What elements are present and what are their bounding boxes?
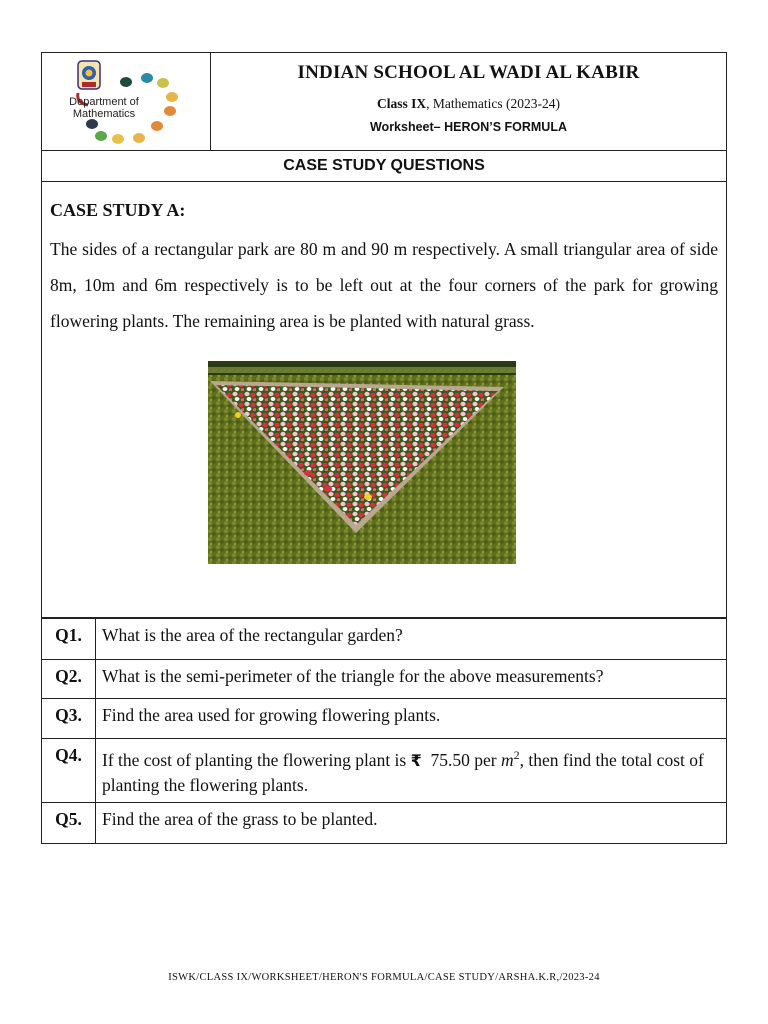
school-name: INDIAN SCHOOL AL WADI AL KABIR [297, 62, 640, 83]
q4-amount: 75.50 per [421, 749, 501, 770]
question-text [96, 739, 727, 803]
worksheet [41, 52, 727, 844]
question-number: Q4. [42, 739, 96, 803]
question-row [42, 619, 727, 660]
question-number: Q3. [42, 699, 96, 739]
q4-unit-exponent: 2 [513, 748, 520, 762]
header-table [41, 52, 727, 151]
question-row [42, 699, 727, 739]
rupee-symbol: ₹ [410, 750, 422, 770]
question-text: Find the area used for growing flowering plants. [96, 699, 727, 739]
logo-text-line2: Mathematics [72, 108, 136, 120]
question-text: What is the semi-perimeter of the triangle for the above measurements? [96, 660, 727, 699]
question-row [42, 803, 727, 844]
case-study-box [41, 182, 727, 618]
class-label: Class IX [377, 96, 427, 111]
case-study-text: The sides of a rectangular park are 80 m and 90 m respectively. A small triangular area of side 8m, 10m and 6m respectively is to be left out at the four corners of the park for growing flowering plants. The remaining area is be planted with natural grass. [50, 239, 718, 331]
department-logo [42, 53, 211, 150]
question-row [42, 739, 727, 803]
section-title: CASE STUDY QUESTIONS [41, 151, 727, 182]
worksheet-title: Worksheet– HERON’S FORMULA [369, 120, 567, 134]
q4-unit: m [500, 749, 514, 770]
question-row [42, 660, 727, 699]
class-subject [211, 96, 726, 112]
questions-table [41, 618, 727, 844]
question-number: Q1. [42, 619, 96, 660]
math-department-logo-icon [42, 53, 211, 152]
q4-text-before: If the cost of planting the flowering plant is [102, 749, 411, 770]
page-footer: ISWK/CLASS IX/WORKSHEET/HERON'S FORMULA/CASE STUDY/ARSHA.K.R,/2023-24 [168, 972, 600, 983]
q4-text-end: , then find the total cost of planting the flowering plants. [102, 749, 704, 795]
header-title-cell [211, 53, 726, 150]
question-text: What is the area of the rectangular garden? [96, 619, 727, 660]
logo-text-line1: Department of [69, 96, 139, 108]
question-number: Q5. [42, 803, 96, 844]
class-rest: , Mathematics (2023-24) [426, 96, 560, 111]
question-text: Find the area of the grass to be planted. [96, 803, 727, 844]
case-study-heading: CASE STUDY A: [50, 200, 186, 220]
question-number: Q2. [42, 660, 96, 699]
flower-garden-photo [208, 361, 516, 564]
